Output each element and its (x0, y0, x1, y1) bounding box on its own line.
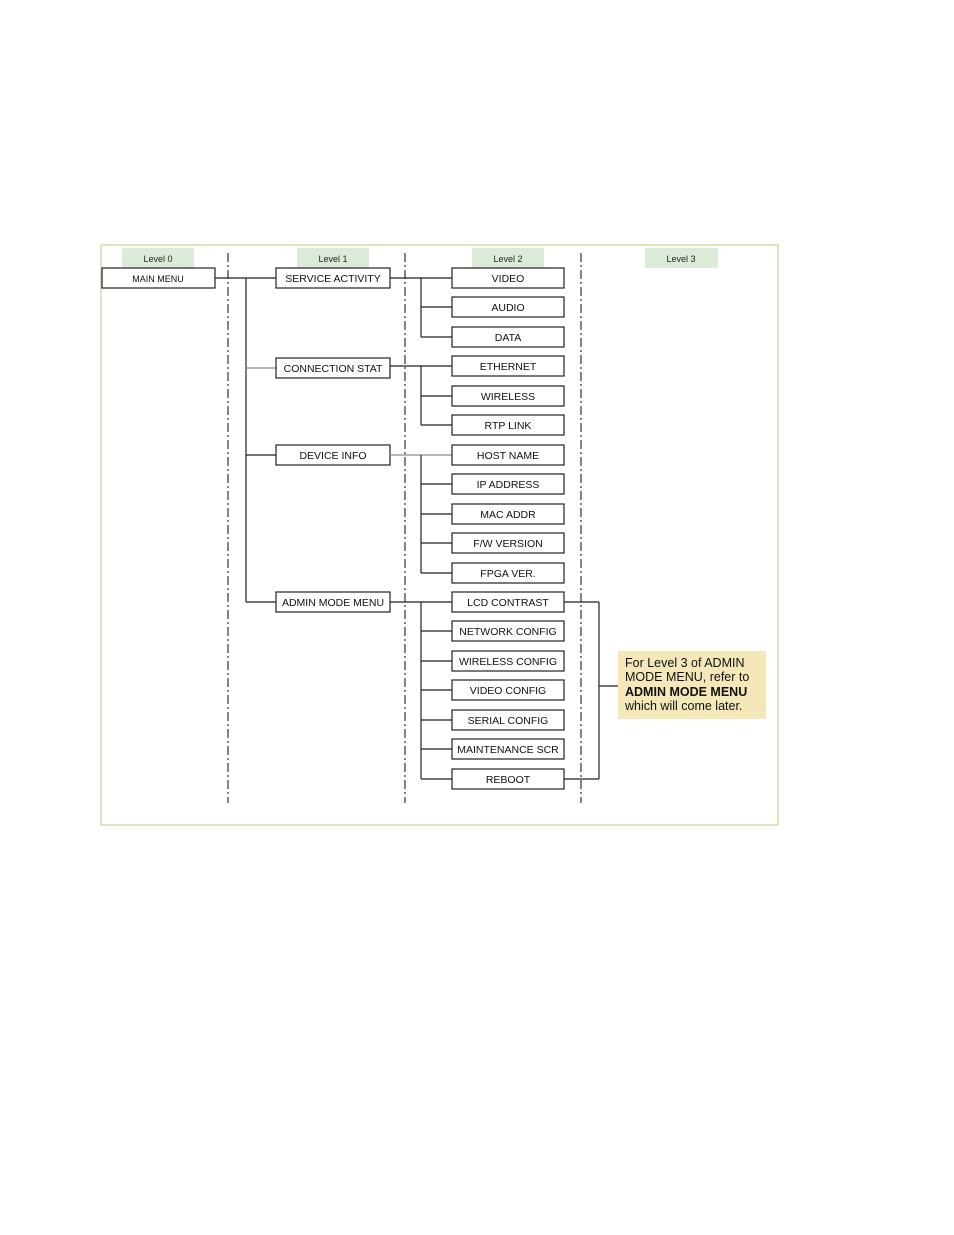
node-lcd-contrast-label: LCD CONTRAST (467, 597, 549, 609)
note-line-2: MODE MENU, refer to (625, 670, 750, 684)
level-0-label: Level 0 (143, 254, 173, 264)
node-main-menu-label: MAIN MENU (132, 274, 184, 284)
note-line-1: For Level 3 of ADMIN (625, 656, 745, 670)
node-admin-mode-menu (276, 592, 390, 612)
node-admin-mode-menu-label: ADMIN MODE MENU (281, 597, 385, 609)
level-3-label: Level 3 (666, 254, 696, 264)
node-serial-config-label: SERIAL CONFIG (467, 715, 549, 727)
node-host-name (452, 445, 564, 465)
node-fw-version (452, 533, 564, 553)
node-reboot-label: REBOOT (485, 774, 531, 786)
node-main-menu (102, 268, 215, 288)
node-ethernet (452, 356, 564, 376)
node-maintenance-scr-label: MAINTENANCE SCR (457, 744, 559, 756)
node-lcd-contrast (452, 592, 564, 612)
node-device-info (276, 445, 390, 465)
node-ip-address (452, 474, 564, 494)
node-rtp-link (452, 415, 564, 435)
level-1-label: Level 1 (318, 254, 348, 264)
node-ip-address-label: IP ADDRESS (476, 479, 540, 491)
node-fpga-ver (452, 563, 564, 583)
node-fpga-ver-label: FPGA VER. (480, 568, 536, 580)
node-video (452, 268, 564, 288)
node-video-config-label: VIDEO CONFIG (469, 685, 547, 697)
level-1-header (297, 248, 369, 268)
node-network-config (452, 621, 564, 641)
node-mac-addr (452, 504, 564, 524)
node-network-config-label: NETWORK CONFIG (459, 626, 557, 638)
node-service-activity-label: SERVICE ACTIVITY (285, 273, 381, 285)
level-2-header (472, 248, 544, 268)
node-audio (452, 297, 564, 317)
node-data-label: DATA (494, 332, 522, 344)
node-wireless-config (452, 651, 564, 671)
node-maintenance-scr (452, 739, 564, 759)
diagram-frame (101, 245, 778, 825)
level-2-label: Level 2 (493, 254, 523, 264)
node-video-config (452, 680, 564, 700)
level-3-header (645, 248, 718, 268)
level3-note (618, 651, 766, 719)
node-wireless-config-label: WIRELESS CONFIG (458, 656, 558, 668)
node-connection-stat (276, 358, 390, 378)
node-ethernet-label: ETHERNET (479, 361, 537, 373)
node-service-activity (276, 268, 390, 288)
node-data (452, 327, 564, 347)
node-reboot (452, 769, 564, 789)
node-device-info-label: DEVICE INFO (299, 450, 367, 462)
node-fw-version-label: F/W VERSION (473, 538, 543, 550)
node-host-name-label: HOST NAME (476, 450, 540, 462)
note-line-4: which will come later. (625, 699, 743, 713)
node-audio-label: AUDIO (491, 302, 525, 314)
node-wireless (452, 386, 564, 406)
node-wireless-label: WIRELESS (480, 391, 536, 403)
level-0-header (122, 248, 194, 268)
node-mac-addr-label: MAC ADDR (480, 509, 536, 521)
node-serial-config (452, 710, 564, 730)
node-video-label: VIDEO (491, 273, 525, 285)
node-connection-stat-label: CONNECTION STAT (283, 363, 383, 375)
node-rtp-link-label: RTP LINK (484, 420, 532, 432)
note-line-3: ADMIN MODE MENU (625, 685, 748, 699)
